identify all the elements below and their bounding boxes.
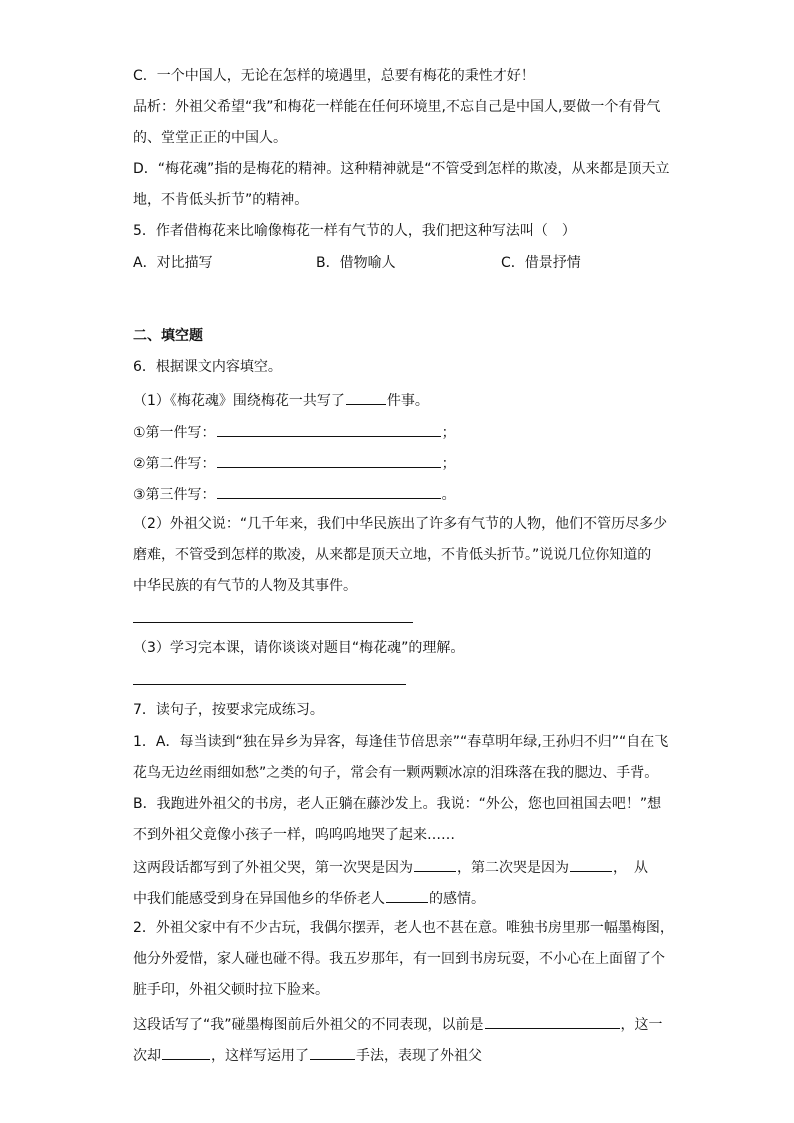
q6-item-2 [133,452,456,474]
q7-this-time-blank[interactable] [162,1044,210,1060]
q7-s1-a-line-2: 花鸟无边丝雨细如愁”之类的句子，常会有一颗两颗冰凉的泪珠落在我的腮边、手背。 [133,765,659,781]
q6-item-2-punct: ； [441,456,456,472]
section-heading-fill-blank: 二、填空题 [133,328,203,344]
q6-item-1-punct: ； [441,425,456,441]
q6-item-3-punct: 。 [441,487,456,503]
q6-item-2-blank[interactable] [217,452,441,468]
q6-part-2-line-2: 磨难，不管受到怎样的欺凌，从来都是顶天立地，不肯低头折节。”说说几位你知道的 [133,547,652,563]
q7-s1-q1-text-b: ，第二次哭是因为 [457,860,569,876]
q6-part-2-line-1: （2）外祖父说：“几千年来，我们中华民族出了许多有气节的人物，他们不管历尽多少 [133,516,668,532]
q6-part-1-tail: 件事。 [386,393,429,409]
q6-part-2-line-3: 中华民族的有气节的人物及其事件。 [133,578,357,594]
q6-part-3: （3）学习完本课，请你谈谈对题目“梅花魂”的理解。 [133,640,465,656]
q6-item-2-label: ②第二件写： [133,456,216,472]
q6-count-blank[interactable] [346,389,386,405]
q5-options [133,253,653,273]
q7-s1-q2-text-a: 中我们能感受到身在异国他乡的华侨老人 [133,891,385,907]
q7-s1-question-2 [133,887,485,909]
q7-s2-q2-text-c: 手法，表现了外祖父 [356,1048,482,1064]
q7-s2-line-3: 脏手印，外祖父顿时拉下脸来。 [133,982,329,998]
q7-s1-a-line-1: 1．A．每当读到“独在异乡为异客，每逢佳节倍思亲”“春草明年绿,王孙归不归”“自在飞 [133,734,669,750]
q6-item-3-blank[interactable] [217,483,441,499]
q7-s1-q2-text-b: 的感情。 [429,891,485,907]
q7-s1-q1-text-a: 这两段话都写到了外祖父哭，第一次哭是因为 [133,860,413,876]
q6-item-1 [133,421,456,443]
q4-option-d-line-2: 地，不肯低头折节”的精神。 [133,192,309,208]
q7-s2-line-1: 2．外祖父家中有不少古玩，我偶尔摆弄，老人也不甚在意。唯独书房里那一幅墨梅图， [133,920,674,936]
q7-feeling-blank[interactable] [386,887,428,903]
q7-s2-q1-text-a: 这段话写了“我”碰墨梅图前后外祖父的不同表现，以前是 [133,1017,484,1033]
q6-part-2-answer-line[interactable] [133,622,413,623]
q6-part-1 [133,389,429,411]
q4-analysis-line-1: 品析：外祖父希望“我”和梅花一样能在任何环境里,不忘自己是中国人,要做一个有骨气 [133,99,661,115]
q4-option-d-line-1: D．“梅花魂”指的是梅花的精神。这种精神就是“不管受到怎样的欺凌，从来都是顶天立 [133,161,670,177]
q4-option-c: C．一个中国人，无论在怎样的境遇里，总要有梅花的秉性才好！ [133,68,535,84]
q5-option-a[interactable]: A．对比描写 [133,255,213,271]
q6-item-1-blank[interactable] [217,421,441,437]
q6-stem: 6．根据课文内容填空。 [133,359,282,375]
q5-option-c[interactable]: C．借景抒情 [501,255,581,271]
q7-s2-question-2 [133,1044,482,1066]
q6-item-1-label: ①第一件写： [133,425,216,441]
q6-part-3-answer-line[interactable] [133,684,406,685]
q7-s2-q2-text-b: ，这样写运用了 [211,1048,309,1064]
q7-stem: 7．读句子，按要求完成练习。 [133,702,324,718]
q5-stem: 5．作者借梅花来比喻像梅花一样有气节的人，我们把这种写法叫（ ） [133,223,576,239]
q7-s1-b-line-2: 不到外祖父竟像小孩子一样，呜呜呜地哭了起来…… [133,827,455,843]
q7-s1-b-line-1: B．我跑进外祖父的书房，老人正躺在藤沙发上。我说：“外公，您也回祖国去吧！”想 [133,796,662,812]
q6-part-1-text: （1）《梅花魂》围绕梅花一共写了 [133,393,345,409]
q7-s2-q2-text-a: 次却 [133,1048,161,1064]
q7-before-blank[interactable] [485,1013,620,1029]
q7-s2-q1-text-b: ，这一 [620,1017,663,1033]
q7-technique-blank[interactable] [310,1044,355,1060]
q7-second-cry-blank[interactable] [570,856,612,872]
q6-item-3-label: ③第三件写： [133,487,216,503]
q7-s2-line-2: 他分外爱惜，家人碰也碰不得。我五岁那年，有一回到书房玩耍，不小心在上面留了个 [133,951,665,967]
q4-analysis-line-2: 的、堂堂正正的中国人。 [133,130,287,146]
q7-s1-question-1 [133,856,648,878]
q6-item-3 [133,483,456,505]
q7-s2-question-1 [133,1013,663,1035]
q5-option-b[interactable]: B．借物喻人 [316,255,396,271]
q7-first-cry-blank[interactable] [414,856,456,872]
q7-s1-q1-text-c: ， 从 [613,860,648,876]
